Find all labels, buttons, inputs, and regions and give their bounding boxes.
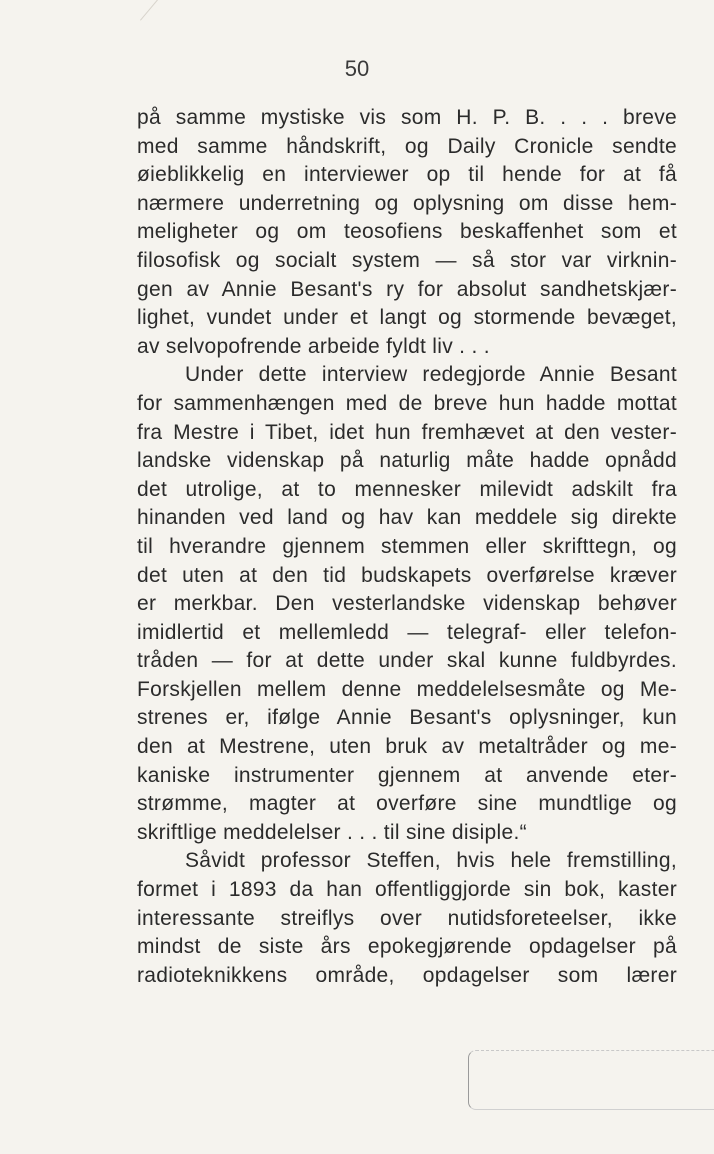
page-number: 50	[344, 56, 370, 81]
text-line: Under dette interview redegjorde Annie Besant	[185, 363, 677, 387]
text-line: radioteknikkens område, opdagelser som lærer	[137, 963, 677, 987]
text-line: tråden — for at dette under skal kunne fuldbyrdes.	[137, 649, 677, 673]
text-line: interessante streiflys over nutidsforeteelser, ikke	[137, 906, 677, 930]
text-line: gen av Annie Besant's ry for absolut sandhetskjær-	[137, 277, 677, 301]
text-line: hinanden ved land og hav kan meddele sig direkte	[137, 506, 677, 530]
text-line: den at Mestrene, uten bruk av metaltråder og me-	[137, 735, 677, 759]
text-line: mindst de siste års epokegjørende opdagelser på	[137, 935, 677, 959]
text-line: øieblikkelig en interviewer op til hende for at få	[137, 163, 677, 187]
text-line: filosofisk og socialt system — så stor var virknin-	[137, 248, 677, 272]
text-line: av selvopofrende arbeide fyldt liv . . .	[137, 334, 490, 358]
paper-crease	[140, 0, 224, 21]
text-line: lighet, vundet under et langt og stormende bevæget,	[137, 306, 677, 330]
scan-corner-mark	[468, 1050, 714, 1110]
text-line: fra Mestre i Tibet, idet hun fremhævet at den vester-	[137, 420, 677, 444]
text-line: meligheter og om teosofiens beskaffenhet som et	[137, 220, 677, 244]
text-line: strømme, magter at overføre sine mundtlige og	[137, 792, 677, 816]
text-line: strenes er, ifølge Annie Besant's oplysninger, kun	[137, 706, 677, 730]
text-line: imidlertid et mellemledd — telegraf- eller telefon-	[137, 620, 677, 644]
text-line: på samme mystiske vis som H. P. B. . . . breve	[137, 106, 677, 129]
text-line: skriftlige meddelelser . . . til sine disiple.“	[137, 820, 527, 844]
text-line: det uten at den tid budskapets overførelse kræver	[137, 563, 677, 587]
text-line: for sammenhængen med de breve hun hadde mottat	[137, 391, 677, 415]
body-text	[137, 104, 677, 990]
text-line: landske videnskap på naturlig måte hadde opnådd	[137, 449, 677, 473]
text-line: er merkbar. Den vesterlandske videnskap behøver	[137, 592, 677, 616]
text-line: med samme håndskrift, og Daily Cronicle sendte	[137, 134, 677, 158]
text-line: nærmere underretning og oplysning om disse hem-	[137, 191, 677, 215]
text-line: det utrolige, at to mennesker milevidt adskilt fra	[137, 477, 677, 501]
text-line: formet i 1893 da han offentliggjorde sin bok, kaster	[137, 878, 677, 902]
text-line: kaniske instrumenter gjennem at anvende eter-	[137, 763, 677, 787]
text-line: Forskjellen mellem denne meddelelsesmåte og Me-	[137, 677, 677, 701]
text-line: Såvidt professor Steffen, hvis hele fremstilling,	[185, 849, 677, 873]
text-line: til hverandre gjennem stemmen eller skrifttegn, og	[137, 534, 677, 558]
